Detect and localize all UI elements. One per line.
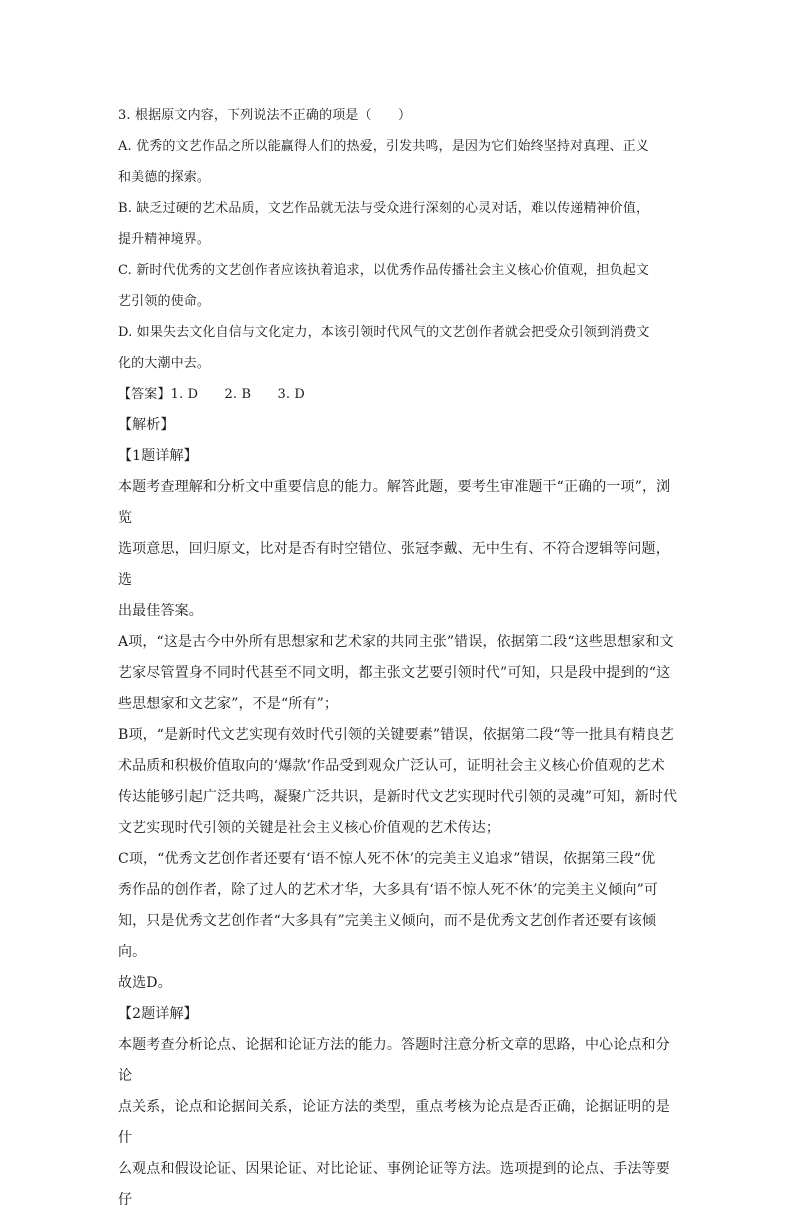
q1-item-a-line-1: A项，“这是古今中外所有思想家和艺术家的共同主张”错误，依据第二段“这些思想家和文 — [118, 634, 674, 650]
option-b-line-1: B. 缺乏过硬的艺术品质，文艺作品就无法与受众进行深刻的心灵对话，难以传递精神价值， — [118, 201, 650, 216]
q1-item-c-line-3: 知，只是优秀文艺创作者“大多具有”完美主义倾向，而不是优秀文艺创作者还要有该倾向。 — [118, 913, 657, 960]
q1-item-b-line-2: 术品质和积极价值取向的‘爆款’作品受到观众广泛认可，证明社会主义核心价值观的艺术 — [118, 758, 665, 774]
option-a-line-2: 和美德的探索。 — [118, 170, 211, 185]
option-d-line-1: D. 如果失去文化自信与文化定力，本该引领时代风气的文艺创作者就会把受众引领到消费文 — [118, 325, 650, 340]
q2-intro-line-3: 么观点和假设论证、因果论证、对比论证、事例论证等方法。选项提到的论点、手法等要仔 — [118, 1161, 670, 1208]
q1-conclusion: 故选D。 — [118, 975, 172, 991]
q1-item-b-line-1: B项，“是新时代文艺实现有效时代引领的关键要素”错误，依据第二段“等一批具有精良艺 — [118, 727, 674, 743]
q1-item-a-line-2: 艺家尽管置身不同时代甚至不同文明，都主张文艺要引领时代”可知，只是段中提到的“这 — [118, 665, 671, 681]
document-page — [118, 100, 678, 1216]
q1-item-a-line-3: 些思想家和文艺家”，不是“所有”； — [118, 696, 339, 712]
option-d-line-2: 化的大潮中去。 — [118, 356, 211, 371]
analysis-heading: 【解析】 — [118, 417, 175, 433]
option-b-line-2: 提升精神境界。 — [118, 232, 211, 247]
q2-heading: 【2题详解】 — [118, 1006, 198, 1022]
option-c-line-1: C. 新时代优秀的文艺创作者应该执着追求，以优秀作品传播社会主义核心价值观，担负起文 — [118, 263, 650, 278]
q1-item-c-line-1: C项，“优秀文艺创作者还要有‘语不惊人死不休’的完美主义追求”错误，依据第三段“优 — [118, 851, 656, 867]
q1-heading: 【1题详解】 — [118, 448, 198, 464]
q2-intro-line-1: 本题考查分析论点、论据和论证方法的能力。答题时注意分析文章的思路，中心论点和分论 — [118, 1037, 670, 1084]
question-3-stem: 3. 根据原文内容，下列说法不正确的项是（ ） — [118, 108, 412, 123]
option-c-line-2: 艺引领的使命。 — [118, 294, 211, 309]
q1-item-b-line-4: 文艺实现时代引领的关键是社会主义核心价值观的艺术传达； — [118, 820, 501, 836]
q2-intro-line-2: 点关系，论点和论据间关系，论证方法的类型，重点考核为论点是否正确，论据证明的是什 — [118, 1099, 670, 1146]
q1-item-c-line-2: 秀作品的创作者，除了过人的艺术才华，大多具有‘语不惊人死不休’的完美主义倾向”可 — [118, 882, 659, 898]
answer-line: 【答案】1. D 2. B 3. D — [118, 387, 306, 402]
q1-intro-line-1: 本题考查理解和分析文中重要信息的能力。解答此题，要考生审准题干“正确的一项”，浏览 — [118, 479, 671, 526]
q1-intro-line-2: 选项意思，回归原文，比对是否有时空错位、张冠李戴、无中生有、不符合逻辑等问题，选 — [118, 541, 670, 588]
q1-intro-line-3: 出最佳答案。 — [118, 603, 203, 619]
option-a-line-1: A. 优秀的文艺作品之所以能赢得人们的热爱，引发共鸣，是因为它们始终坚持对真理、正义 — [118, 139, 649, 154]
q1-item-b-line-3: 传达能够引起广泛共鸣，凝聚广泛共识，是新时代文艺实现时代引领的灵魂”可知，新时代 — [118, 789, 678, 805]
